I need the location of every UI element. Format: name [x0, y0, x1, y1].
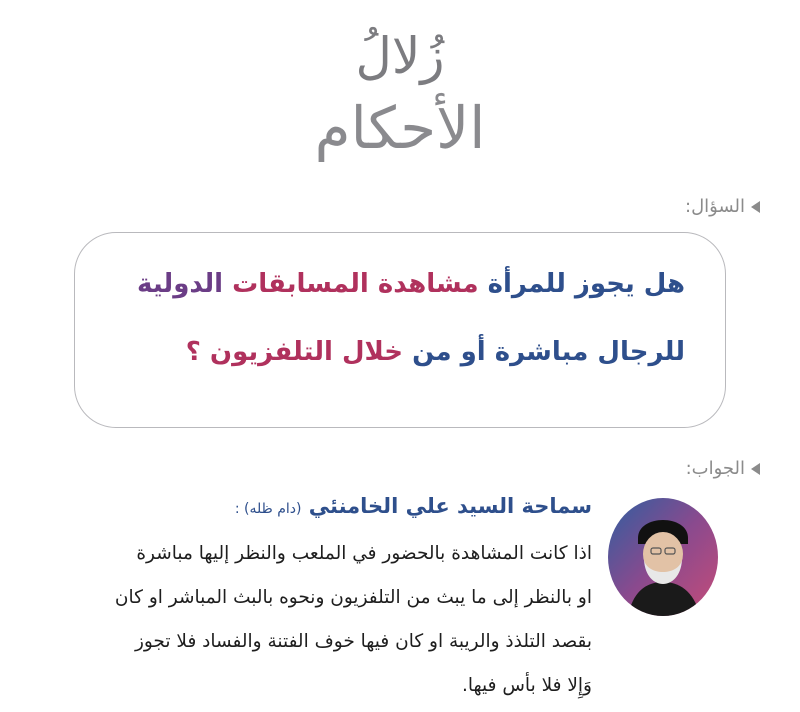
answer-text — [62, 532, 592, 708]
triangle-icon — [751, 463, 760, 475]
triangle-icon — [751, 201, 760, 213]
answer-line: بقصد التلذذ والريبة او كان فيها خوف الفتنة والفساد فلا تجوز — [134, 631, 592, 652]
answer-line: وَإِلا فلا بأس فيها. — [462, 675, 592, 696]
question-box — [74, 232, 726, 428]
question-part-2b: خلال التلفزيون — [209, 337, 404, 367]
logo — [270, 20, 530, 170]
question-part-1a: هل يجوز للمرأة — [487, 269, 685, 299]
answer-line: اذا كانت المشاهدة بالحضور في الملعب والنظر إليها مباشرة — [136, 543, 592, 564]
question-part-1b: مشاهدة المسابقات — [232, 269, 479, 299]
answer-label-text: الجواب: — [685, 458, 745, 479]
question-part-1c: الدولية — [137, 269, 224, 299]
logo-line-1: زُلالُ — [355, 27, 445, 85]
answer-label — [686, 458, 760, 479]
scholar-name-text: سماحة السيد علي الخامنئي — [308, 494, 592, 518]
scholar-avatar — [608, 498, 718, 616]
logo-line-2: الأحكام — [314, 94, 486, 162]
answer-line: او بالنظر إلى ما يبث من التلفزيون ونحوه بالبث المباشر او كان — [114, 587, 592, 608]
question-label — [685, 196, 760, 217]
question-label-text: السؤال: — [685, 196, 745, 217]
scholar-name — [235, 494, 592, 518]
question-line-1 — [137, 269, 685, 299]
question-part-2a: للرجال مباشرة أو من — [412, 337, 685, 367]
question-mark: ؟ — [185, 337, 201, 367]
question-line-2 — [186, 337, 685, 367]
scholar-suffix: (دام ظله) : — [234, 501, 302, 517]
